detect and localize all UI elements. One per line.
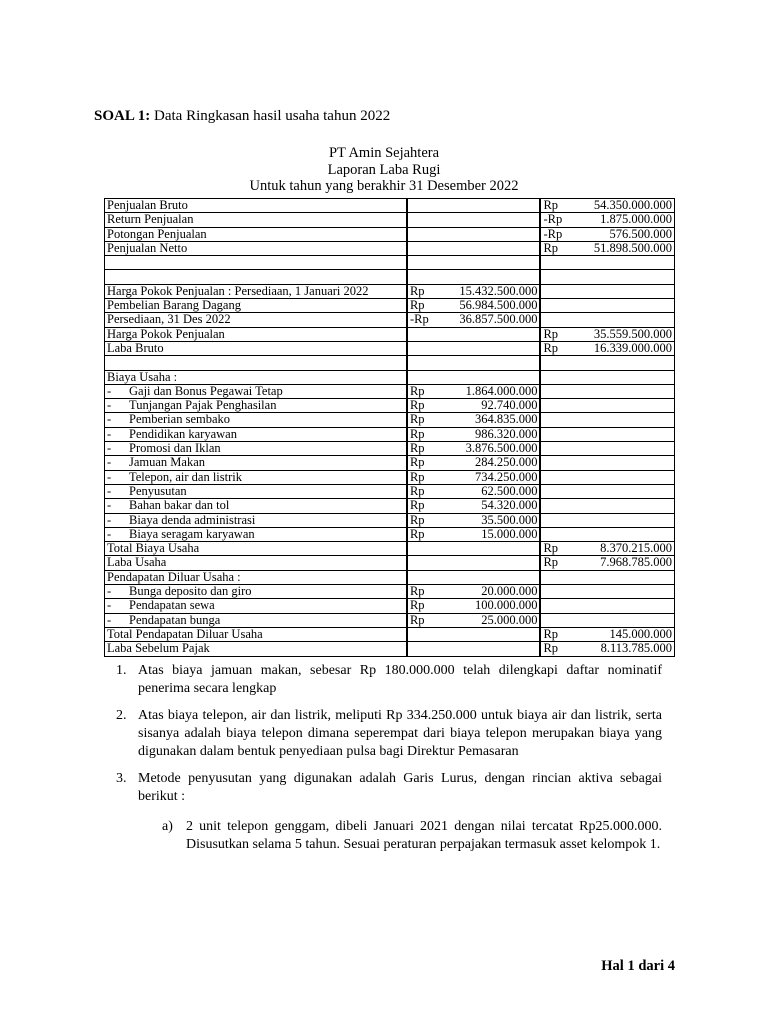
detail-amount-cell — [407, 256, 541, 270]
total-amount-cell — [540, 413, 674, 427]
row-label-cell — [105, 542, 407, 556]
table-row — [105, 585, 675, 599]
total-amount-cell — [540, 599, 674, 613]
amount-value: 576.500.000 — [609, 226, 672, 241]
total-amount-cell — [540, 456, 674, 470]
currency-label: Rp — [409, 598, 425, 613]
table-row — [105, 241, 675, 255]
currency-label: Rp — [409, 383, 425, 398]
table-row — [105, 413, 675, 427]
row-label: Penyusutan — [129, 483, 187, 498]
bullet-dash: - — [107, 383, 112, 398]
bullet-dash: - — [107, 598, 112, 613]
total-amount-cell — [540, 399, 674, 413]
detail-amount-cell — [407, 213, 541, 227]
detail-amount-cell — [407, 427, 541, 441]
total-amount-cell — [540, 384, 674, 398]
detail-amount-cell — [407, 585, 541, 599]
detail-amount-cell — [407, 199, 541, 213]
table-row — [105, 341, 675, 355]
total-amount-cell — [540, 313, 674, 327]
table-row — [105, 499, 675, 513]
currency-label: Rp — [409, 426, 425, 441]
row-label: Gaji dan Bonus Pegawai Tetap — [129, 383, 283, 398]
total-amount-cell — [540, 327, 674, 341]
amount-value: 92.740.000 — [481, 398, 538, 413]
amount-value: 56.984.500.000 — [459, 298, 538, 313]
row-label-cell — [105, 613, 407, 627]
note-item — [110, 662, 662, 698]
bullet-dash: - — [107, 612, 112, 627]
total-amount-cell — [540, 256, 674, 270]
currency-label: Rp — [409, 412, 425, 427]
row-label-cell — [105, 499, 407, 513]
table-row — [105, 199, 675, 213]
table-row — [105, 642, 675, 656]
amount-value: 15.000.000 — [481, 526, 538, 541]
row-label: Bahan bakar dan tol — [129, 498, 230, 513]
row-label-cell — [105, 327, 407, 341]
table-row — [105, 356, 675, 370]
bullet-dash: - — [107, 412, 112, 427]
row-label: Penjualan Netto — [107, 240, 188, 255]
total-amount-cell — [540, 227, 674, 241]
amount-value: 51.898.500.000 — [593, 240, 672, 255]
total-amount-cell — [540, 556, 674, 570]
currency-label: Rp — [409, 526, 425, 541]
row-label-cell — [105, 213, 407, 227]
currency-label: Rp — [543, 326, 559, 341]
row-label-cell — [105, 356, 407, 370]
detail-amount-cell — [407, 399, 541, 413]
table-row — [105, 556, 675, 570]
row-label-cell — [105, 484, 407, 498]
notes-list — [110, 662, 662, 863]
currency-label: Rp — [409, 512, 425, 527]
row-label-cell — [105, 513, 407, 527]
table-row — [105, 299, 675, 313]
detail-amount-cell — [407, 570, 541, 584]
amount-value: 364.835.000 — [474, 412, 538, 427]
note-number: 2. — [116, 708, 127, 723]
total-amount-cell — [540, 642, 674, 656]
detail-amount-cell — [407, 499, 541, 513]
note-text: Atas biaya jamuan makan, sebesar Rp 180.000.000 telah dilengkapi daftar nominatif penerima secara lengkap — [138, 663, 662, 696]
total-amount-cell — [540, 499, 674, 513]
bullet-dash: - — [107, 398, 112, 413]
row-label-cell — [105, 341, 407, 355]
currency-label: -Rp — [409, 312, 429, 327]
table-row — [105, 284, 675, 298]
subitem-label: a) — [162, 819, 173, 834]
row-label: Laba Usaha — [107, 555, 167, 570]
row-label: Tunjangan Pajak Penghasilan — [129, 398, 277, 413]
amount-value: 35.559.500.000 — [593, 326, 672, 341]
detail-amount-cell — [407, 456, 541, 470]
table-row — [105, 570, 675, 584]
total-amount-cell — [540, 527, 674, 541]
amount-value: 1.875.000.000 — [600, 212, 672, 227]
row-label-cell — [105, 384, 407, 398]
detail-amount-cell — [407, 556, 541, 570]
table-row — [105, 327, 675, 341]
amount-value: 62.500.000 — [481, 483, 538, 498]
table-row — [105, 442, 675, 456]
currency-label: Rp — [409, 469, 425, 484]
row-label-cell — [105, 642, 407, 656]
row-label-cell — [105, 585, 407, 599]
row-label-cell — [105, 442, 407, 456]
amount-value: 284.250.000 — [474, 455, 538, 470]
total-amount-cell — [540, 241, 674, 255]
row-label: Telepon, air dan listrik — [129, 469, 242, 484]
table-row — [105, 370, 675, 384]
row-label-cell — [105, 599, 407, 613]
table-row — [105, 484, 675, 498]
amount-value: 35.500.000 — [481, 512, 538, 527]
detail-amount-cell — [407, 299, 541, 313]
row-label: Return Penjualan — [107, 212, 194, 227]
row-label: Harga Pokok Penjualan : Persediaan, 1 Januari 2022 — [107, 283, 369, 298]
table-row — [105, 270, 675, 284]
row-label: Bunga deposito dan giro — [129, 584, 252, 599]
detail-amount-cell — [407, 356, 541, 370]
table-row — [105, 613, 675, 627]
detail-amount-cell — [407, 370, 541, 384]
currency-label: Rp — [409, 612, 425, 627]
total-amount-cell — [540, 370, 674, 384]
bullet-dash: - — [107, 512, 112, 527]
table-row — [105, 427, 675, 441]
row-label: Jamuan Makan — [129, 455, 206, 470]
amount-value: 20.000.000 — [481, 584, 538, 599]
total-amount-cell — [540, 613, 674, 627]
row-label-cell — [105, 370, 407, 384]
row-label-cell — [105, 470, 407, 484]
row-label: Persediaan, 31 Des 2022 — [107, 312, 231, 327]
row-label-cell — [105, 313, 407, 327]
amount-value: 25.000.000 — [481, 612, 538, 627]
amount-value: 100.000.000 — [474, 598, 538, 613]
note-text: Metode penyusutan yang digunakan adalah Garis Lurus, dengan rincian aktiva sebagai berikut : — [138, 771, 662, 804]
row-label: Potongan Penjualan — [107, 226, 207, 241]
subitem-text: 2 unit telepon genggam, dibeli Januari 2021 dengan nilai tercatat Rp25.000.000. Disusutkan selama 5 tahun. Sesuai peraturan perpajakan termasuk asset kelompok 1. — [186, 819, 662, 852]
detail-amount-cell — [407, 284, 541, 298]
total-amount-cell — [540, 213, 674, 227]
total-amount-cell — [540, 356, 674, 370]
total-amount-cell — [540, 542, 674, 556]
currency-label: Rp — [543, 240, 559, 255]
row-label: Biaya Usaha : — [107, 369, 178, 384]
row-label-cell — [105, 241, 407, 255]
detail-amount-cell — [407, 442, 541, 456]
bullet-dash: - — [107, 584, 112, 599]
row-label: Harga Pokok Penjualan — [107, 326, 225, 341]
currency-label: -Rp — [543, 226, 563, 241]
row-label-cell — [105, 413, 407, 427]
page-number: Hal 1 dari 4 — [601, 958, 675, 974]
total-amount-cell — [540, 299, 674, 313]
table-row — [105, 599, 675, 613]
currency-label: Rp — [409, 398, 425, 413]
row-label-cell — [105, 270, 407, 284]
detail-amount-cell — [407, 484, 541, 498]
currency-label: Rp — [543, 340, 559, 355]
total-amount-cell — [540, 470, 674, 484]
currency-label: Rp — [409, 441, 425, 456]
currency-label: Rp — [409, 283, 425, 298]
note-text: Atas biaya telepon, air dan listrik, meliputi Rp 334.250.000 untuk biaya air dan listrik, serta sisanya adalah biaya telepon dimana seperempat dari biaya telepon merupakan biaya yang digunakan dalam bentuk penyediaan pulsa bagi Direktur Pemasaran — [138, 708, 662, 759]
income-statement-table — [104, 198, 675, 657]
total-amount-cell — [540, 270, 674, 284]
row-label-cell — [105, 556, 407, 570]
row-label-cell — [105, 527, 407, 541]
row-label: Pemberian sembako — [129, 412, 231, 427]
bullet-dash: - — [107, 441, 112, 456]
row-label: Promosi dan Iklan — [129, 441, 221, 456]
row-label: Laba Sebelum Pajak — [107, 641, 210, 656]
row-label-cell — [105, 284, 407, 298]
amount-value: 15.432.500.000 — [459, 283, 538, 298]
table-row — [105, 213, 675, 227]
bullet-dash: - — [107, 455, 112, 470]
detail-amount-cell — [407, 413, 541, 427]
total-amount-cell — [540, 199, 674, 213]
row-label-cell — [105, 570, 407, 584]
row-label-cell — [105, 256, 407, 270]
total-amount-cell — [540, 484, 674, 498]
note-number: 3. — [116, 771, 127, 786]
row-label: Biaya denda administrasi — [129, 512, 256, 527]
detail-amount-cell — [407, 384, 541, 398]
currency-label: Rp — [543, 555, 559, 570]
detail-amount-cell — [407, 627, 541, 641]
amount-value: 54.350.000.000 — [593, 198, 672, 212]
detail-amount-cell — [407, 470, 541, 484]
row-label-cell — [105, 456, 407, 470]
currency-label: Rp — [543, 626, 559, 641]
total-amount-cell — [540, 585, 674, 599]
row-label: Pendapatan Diluar Usaha : — [107, 569, 241, 584]
currency-label: Rp — [543, 541, 559, 556]
row-label: Total Pendapatan Diluar Usaha — [107, 626, 263, 641]
table-row — [105, 627, 675, 641]
amount-value: 54.320.000 — [481, 498, 538, 513]
total-amount-cell — [540, 627, 674, 641]
currency-label: Rp — [543, 198, 559, 212]
currency-label: Rp — [409, 483, 425, 498]
currency-label: Rp — [409, 584, 425, 599]
row-label: Total Biaya Usaha — [107, 541, 200, 556]
report-period: Untuk tahun yang berakhir 31 Desember 2022 — [249, 178, 519, 194]
row-label-cell — [105, 299, 407, 313]
row-label: Pendapatan bunga — [129, 612, 221, 627]
amount-value: 8.113.785.000 — [600, 641, 672, 656]
bullet-dash: - — [107, 483, 112, 498]
detail-amount-cell — [407, 513, 541, 527]
table-row — [105, 456, 675, 470]
detail-amount-cell — [407, 313, 541, 327]
row-label-cell — [105, 399, 407, 413]
question-text: Data Ringkasan hasil usaha tahun 2022 — [150, 108, 391, 124]
amount-value: 3.876.500.000 — [465, 441, 538, 456]
amount-value: 145.000.000 — [609, 626, 672, 641]
table-row — [105, 313, 675, 327]
bullet-dash: - — [107, 469, 112, 484]
total-amount-cell — [540, 513, 674, 527]
table-row — [105, 384, 675, 398]
currency-label: -Rp — [543, 212, 563, 227]
total-amount-cell — [540, 570, 674, 584]
note-item — [110, 707, 662, 761]
question-heading — [94, 108, 390, 125]
row-label-cell — [105, 199, 407, 213]
currency-label: Rp — [409, 298, 425, 313]
row-label-cell — [105, 627, 407, 641]
amount-value: 7.968.785.000 — [600, 555, 672, 570]
detail-amount-cell — [407, 327, 541, 341]
row-label-cell — [105, 427, 407, 441]
detail-amount-cell — [407, 341, 541, 355]
row-label: Pembelian Barang Dagang — [107, 298, 241, 313]
table-row — [105, 256, 675, 270]
total-amount-cell — [540, 284, 674, 298]
table-row — [105, 227, 675, 241]
row-label: Laba Bruto — [107, 340, 164, 355]
question-label: SOAL 1: — [94, 108, 151, 124]
detail-amount-cell — [407, 542, 541, 556]
amount-value: 986.320.000 — [474, 426, 538, 441]
amount-value: 16.339.000.000 — [593, 340, 672, 355]
row-label: Biaya seragam karyawan — [129, 526, 255, 541]
detail-amount-cell — [407, 241, 541, 255]
amount-value: 1.864.000.000 — [465, 383, 538, 398]
total-amount-cell — [540, 427, 674, 441]
table-row — [105, 470, 675, 484]
total-amount-cell — [540, 341, 674, 355]
row-label-cell — [105, 227, 407, 241]
company-name: PT Amin Sejahtera — [328, 145, 440, 161]
amount-value: 734.250.000 — [474, 469, 538, 484]
amount-value: 8.370.215.000 — [600, 541, 672, 556]
row-label: Penjualan Bruto — [107, 198, 188, 212]
table-row — [105, 399, 675, 413]
table-row — [105, 542, 675, 556]
currency-label: Rp — [409, 455, 425, 470]
currency-label: Rp — [409, 498, 425, 513]
total-amount-cell — [540, 442, 674, 456]
table-row — [105, 527, 675, 541]
amount-value: 36.857.500.000 — [459, 312, 538, 327]
currency-label: Rp — [543, 641, 559, 656]
detail-amount-cell — [407, 527, 541, 541]
note-number: 1. — [116, 663, 127, 678]
row-label: Pendapatan sewa — [129, 598, 215, 613]
detail-amount-cell — [407, 227, 541, 241]
note-subitem — [138, 818, 662, 854]
detail-amount-cell — [407, 270, 541, 284]
detail-amount-cell — [407, 599, 541, 613]
report-title: Laporan Laba Rugi — [327, 162, 441, 178]
note-item — [110, 770, 662, 854]
bullet-dash: - — [107, 526, 112, 541]
bullet-dash: - — [107, 426, 112, 441]
table-row — [105, 513, 675, 527]
detail-amount-cell — [407, 642, 541, 656]
bullet-dash: - — [107, 498, 112, 513]
row-label: Pendidikan karyawan — [129, 426, 237, 441]
detail-amount-cell — [407, 613, 541, 627]
